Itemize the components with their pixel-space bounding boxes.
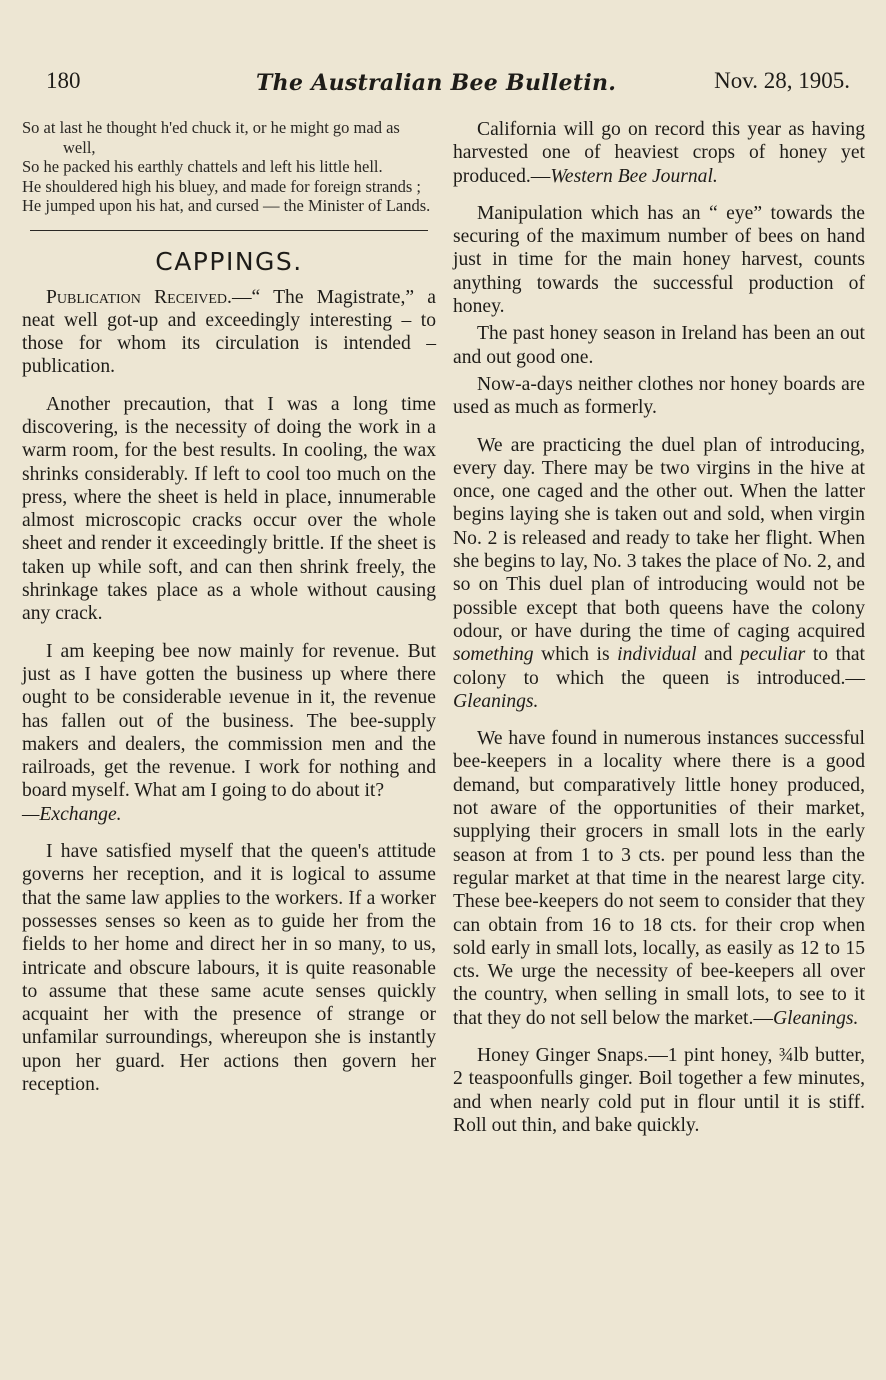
section-divider — [30, 230, 428, 231]
article-paragraph: Now-a-days neither clothes nor honey boards are used as much as formerly. — [453, 373, 865, 419]
emphasis-text: individual — [617, 644, 697, 666]
article-paragraph: Another precaution, that I was a long time discovering, is the necessity of doing the work in a warm room, for the best results. In cooling, the wax shrinks considerably. If left to cool too much on the press, where the sheet is held in place, innumerable almost microscopic cracks occur over the whole sheet and render it exceedingly brittle. If the sheet is taken up while soft, and can then shrink freely, the shrinkage takes place as a whole without causing any crack. — [22, 393, 436, 625]
source-credit: Gleanings. — [453, 690, 539, 712]
page-header — [46, 68, 850, 102]
paragraph-text: and — [696, 644, 740, 666]
poem-line: He shouldered high his bluey, and made for foreign strands ; — [22, 176, 421, 196]
poem-line: So he packed his earthly chattels and left his little hell. — [22, 157, 383, 176]
article-paragraph: Honey Ginger Snaps.—1 pint honey, ¾lb butter, 2 teaspoonfulls ginger. Boil together a few minutes, and when nearly cold put in flour until it is stiff. Roll out thin, and bake quickly. — [453, 1044, 865, 1136]
paragraph-label: Publication Received. — [46, 286, 232, 308]
paragraph-text: —“ The Magistrate,” a neat well got-up and exceedingly interesting – to those for whom its circulation is intended – publication. — [22, 286, 436, 378]
article-paragraph — [22, 640, 436, 826]
source-credit: Gleanings. — [772, 1007, 859, 1029]
right-column — [453, 118, 865, 1151]
poem-line: So at last he thought h'ed chuck it, or he might go mad as well, — [22, 118, 400, 157]
article-paragraph — [453, 727, 865, 1030]
source-credit: —Exchange. — [22, 803, 122, 825]
journal-title: The Australian Bee Bulletin. — [256, 70, 617, 96]
paragraph-text: California will go on record this year as having harvested one of heaviest crops of honey yet produced.— — [453, 119, 865, 187]
article-paragraph — [453, 434, 865, 714]
left-column — [22, 118, 436, 1110]
paragraph-text: to that colony to which the queen is introduced.— — [453, 644, 866, 689]
section-title: CAPPINGS. — [155, 246, 303, 276]
article-paragraph: The past honey season in Ireland has been an out and out good one. — [453, 323, 865, 368]
paragraph-text: I am keeping bee now mainly for revenue. But just as I have gotten the business up where there ought to be considerable ıevenue in it, the revenue has fallen out of the business. The bee-supply makers and dealers, the commission men and the railroads, get the revenue. I work for nothing and board myself. What am I going to do about it? — [22, 640, 436, 802]
article-paragraph: I have satisfied myself that the queen's attitude governs her reception, and it is logical to assume that the same law applies to the workers. If a worker possesses senses so keen as to guide her from the fields to her home and direct her in so many, to us, intricate and obscure labours, it is quite reasonable to assume that these same acute senses quickly acquaint her with the presence of strange or unfamilar surroundings, whereupon she is instantly upon her guard. Her actions then govern her reception. — [22, 841, 436, 1095]
issue-date: Nov. 28, 1905. — [714, 68, 850, 93]
emphasis-text: peculiar — [740, 644, 806, 666]
poem — [22, 118, 436, 216]
source-credit: Western Bee Journal. — [550, 165, 718, 187]
article-paragraph — [453, 118, 865, 188]
emphasis-text: something — [453, 644, 534, 666]
paragraph-text: We have found in numerous instances successful bee-keepers in a locality where there is a good demand, but comparatively little honey produced, not aware of the opportunities of their market, supplying their grocers in small lots in the early season at from 1 to 3 cts. per pound less than the regular market at that time in the nearest large city. These bee-keepers do not seem to consider that they can obtain from 16 to 18 cts. for their crop when sold early in small lots, locally, as easily as 12 to 15 cts. We urge the necessity of bee-keepers all over the country, when selling in small lots, to see to it that they do not sell below the market.— — [453, 728, 865, 1029]
paragraph-text: which is — [533, 644, 618, 666]
paragraph-text: We are practicing the duel plan of introducing, every day. There may be two virgins in the hive at once, one caged and the other out. When the latter begins laying she is taken out and sold, when virgin No. 2 is released and ready to take her flight. When she begins to lay, No. 3 takes the place of No. 2, and so on This duel plan of introducing would not be possible except that both queens have the colony odour, or have during the time of caging acquired — [453, 434, 865, 642]
page-number: 180 — [46, 68, 81, 93]
article-paragraph — [22, 286, 436, 379]
article-paragraph: Manipulation which has an “ eye” towards the securing of the maximum number of bees on hand just in time for the main honey harvest, counts anything towards the successful production of honey. — [453, 202, 865, 318]
poem-line: He jumped upon his hat, and cursed — the Minister of Lands. — [22, 196, 431, 215]
